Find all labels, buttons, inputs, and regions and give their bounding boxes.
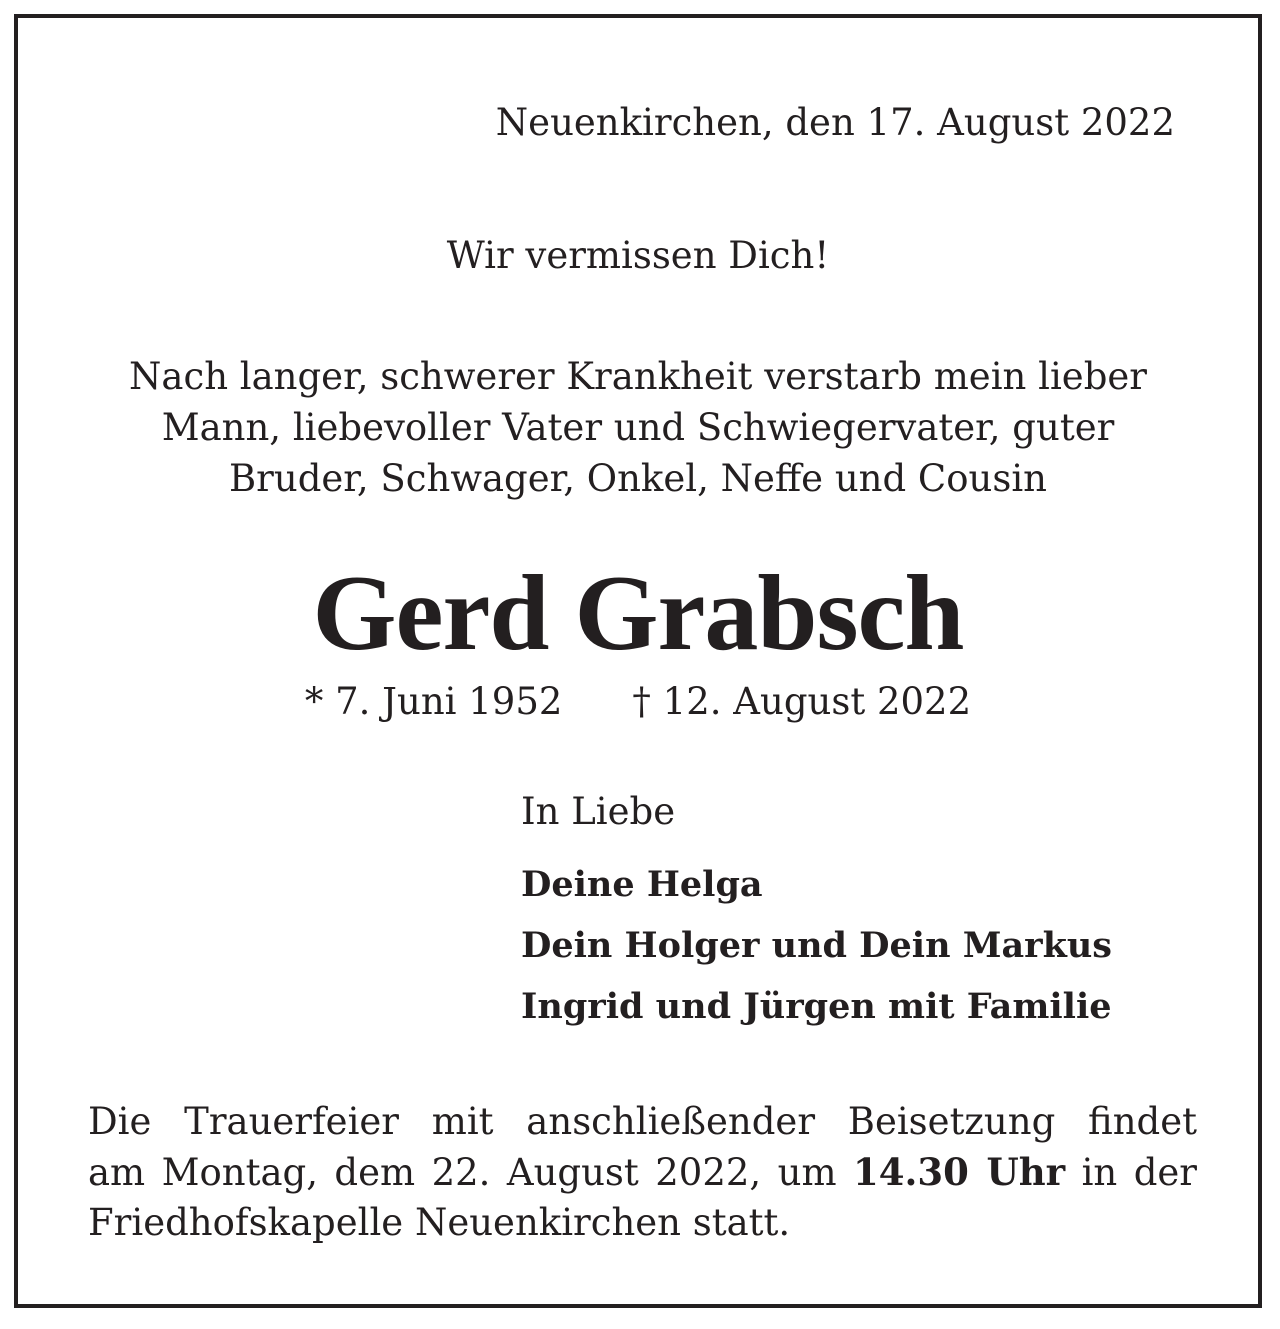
family-member: Deine Helga bbox=[521, 864, 763, 905]
life-dates bbox=[18, 676, 1258, 728]
place-date: Neuenkirchen, den 17. August 2022 bbox=[495, 101, 1175, 144]
intro-line: Nach langer, schwerer Krankheit verstarb mein lieber bbox=[129, 355, 1147, 398]
deceased-name: Gerd Grabsch bbox=[312, 554, 964, 673]
family-member: Ingrid und Jürgen mit Familie bbox=[521, 986, 1112, 1027]
birth-date: * 7. Juni 1952 bbox=[304, 680, 563, 723]
family-member: Dein Holger und Dein Markus bbox=[521, 925, 1112, 966]
ceremony-time: 14.30 Uhr bbox=[853, 1150, 1066, 1194]
ceremony-text: in der bbox=[1065, 1151, 1197, 1194]
ceremony-info bbox=[88, 1097, 1197, 1248]
intro-line: Mann, liebevoller Vater und Schwiegervater, guter bbox=[161, 406, 1115, 449]
motto: Wir vermissen Dich! bbox=[446, 234, 830, 277]
family-list bbox=[521, 854, 1112, 1037]
death-date: † 12. August 2022 bbox=[632, 680, 972, 723]
intro-line: Bruder, Schwager, Onkel, Neffe und Cousin bbox=[228, 457, 1047, 500]
signoff: In Liebe bbox=[521, 790, 676, 833]
obituary-notice bbox=[14, 14, 1262, 1308]
ceremony-line: Friedhofskapelle Neuenkirchen statt. bbox=[88, 1201, 791, 1244]
ceremony-line: Die Trauerfeier mit anschließender Beisetzung findet bbox=[88, 1100, 1197, 1143]
ceremony-line bbox=[88, 1147, 1197, 1198]
intro-text bbox=[88, 351, 1188, 504]
ceremony-text: am Montag, dem 22. August 2022, um bbox=[88, 1151, 854, 1194]
